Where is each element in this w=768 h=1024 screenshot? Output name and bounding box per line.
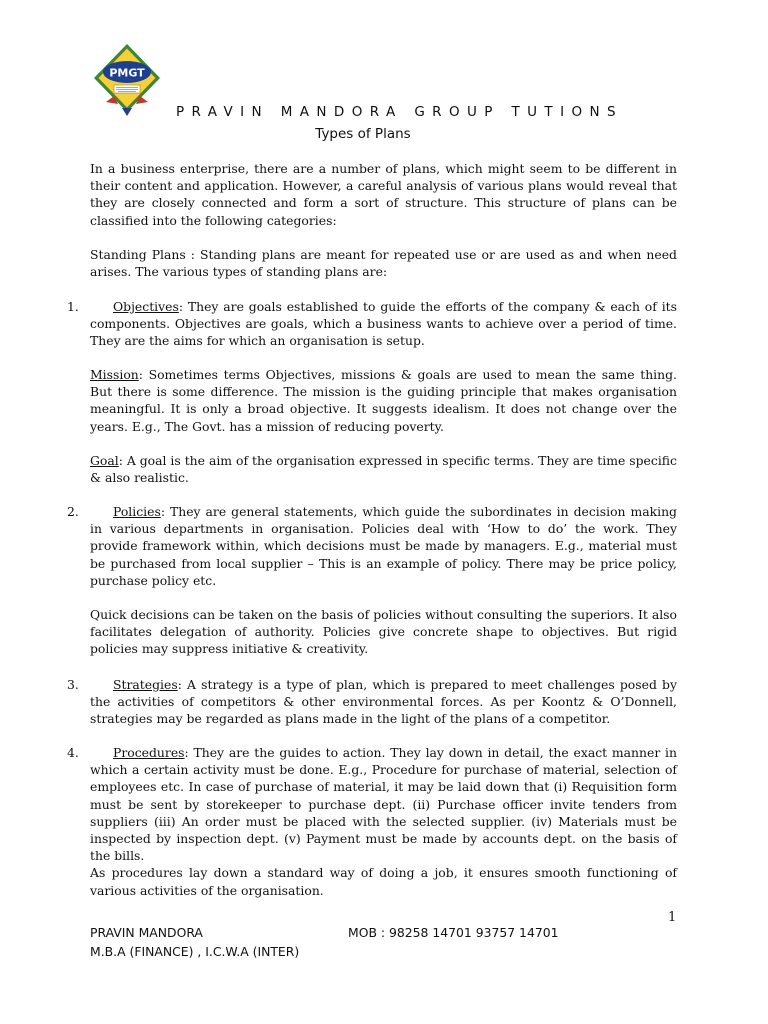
organisation-name: PRAVIN MANDORA GROUP TUTIONS (176, 104, 623, 120)
logo-text: PMGT (109, 66, 145, 80)
page-number: 1 (668, 910, 677, 925)
standing-plans-paragraph: Standing Plans : Standing plans are meant for repeated use or are used as and when need arises. The various types of standing plans are: (90, 247, 677, 280)
objectives-paragraph (90, 298, 677, 350)
item-number-3: 3. (67, 677, 79, 692)
objectives-term: Objectives (113, 299, 179, 314)
strategies-paragraph (90, 676, 677, 728)
item-number-1: 1. (67, 299, 79, 314)
intro-paragraph: In a business enterprise, there are a number of plans, which might seem to be different in their content and application. However, a careful analysis of various plans would reveal that they are closely connected and form a sort of structure. This structure of plans can be classified into the following categories: (90, 161, 677, 228)
item-number-2: 2. (67, 504, 79, 519)
pmgt-logo (92, 42, 162, 120)
procedures-paragraph (90, 744, 677, 899)
mission-paragraph (90, 366, 677, 435)
procedures-term: Procedures (113, 745, 185, 760)
objectives-text: : They are goals established to guide the efforts of the company & each of its components. Objectives are goals, which a business wants to achieve over a period of time. They are the aims for which an organisation is setup. (90, 299, 677, 349)
policies-extra-paragraph: Quick decisions can be taken on the basis of policies without consulting the superiors. It also facilitates delegation of authority. Policies give concrete shape to objectives. But rigid policies may suppress initiative & creativity. (90, 607, 677, 657)
procedures-extra-text: As procedures lay down a standard way of doing a job, it ensures smooth functioning of various activities of the organisation. (90, 865, 677, 898)
goal-term: Goal (90, 453, 119, 468)
footer-name: PRAVIN MANDORA (90, 925, 203, 940)
policies-text: : They are general statements, which guide the subordinates in decision making in various departments in organisation. Policies deal with ‘How to do’ the work. They provide framework within, which decisions must be made by managers. E.g., material must be purchased from local supplier – This is an example of policy. There may be price policy, purchase policy etc. (90, 504, 677, 588)
policies-paragraph (90, 503, 677, 589)
goal-paragraph (90, 452, 677, 486)
footer-mobile: MOB : 98258 14701 93757 14701 (348, 925, 559, 940)
strategies-text: : A strategy is a type of plan, which is prepared to meet challenges posed by the activities of competitors & other environmental forces. As per Koontz & O’Donnell, strategies may be regarded as plans made in the light of the plans of a competitor. (90, 677, 677, 727)
policies-term: Policies (113, 504, 161, 519)
mission-term: Mission (90, 367, 139, 382)
goal-text: : A goal is the aim of the organisation expressed in specific terms. They are time specific & also realistic. (90, 453, 677, 486)
mission-text: : Sometimes terms Objectives, missions & goals are used to mean the same thing. But there is some difference. The mission is the guiding principle that makes organisation meaningful. It is only a broad objective. It suggests idealism. It does not change over the years. E.g., The Govt. has a mission of reducing poverty. (90, 367, 677, 434)
strategies-term: Strategies (113, 677, 178, 692)
footer-qualifications: M.B.A (FINANCE) , I.C.W.A (INTER) (90, 944, 300, 959)
procedures-text: : They are the guides to action. They lay down in detail, the exact manner in which a certain activity must be done. E.g., Procedure for purchase of material, selection of employees etc. In case of purchase of material, it may be laid down that (i) Requisition form must be sent by storekeeper to purchase dept. (ii) Purchase officer invite tenders from suppliers (iii) An order must be placed with the selected supplier. (iv) Materials must be inspected by inspection dept. (v) Payment must be made by accounts dept. on the basis of the bills. (90, 745, 677, 864)
item-number-4: 4. (67, 745, 79, 760)
document-title: Types of Plans (315, 126, 411, 142)
